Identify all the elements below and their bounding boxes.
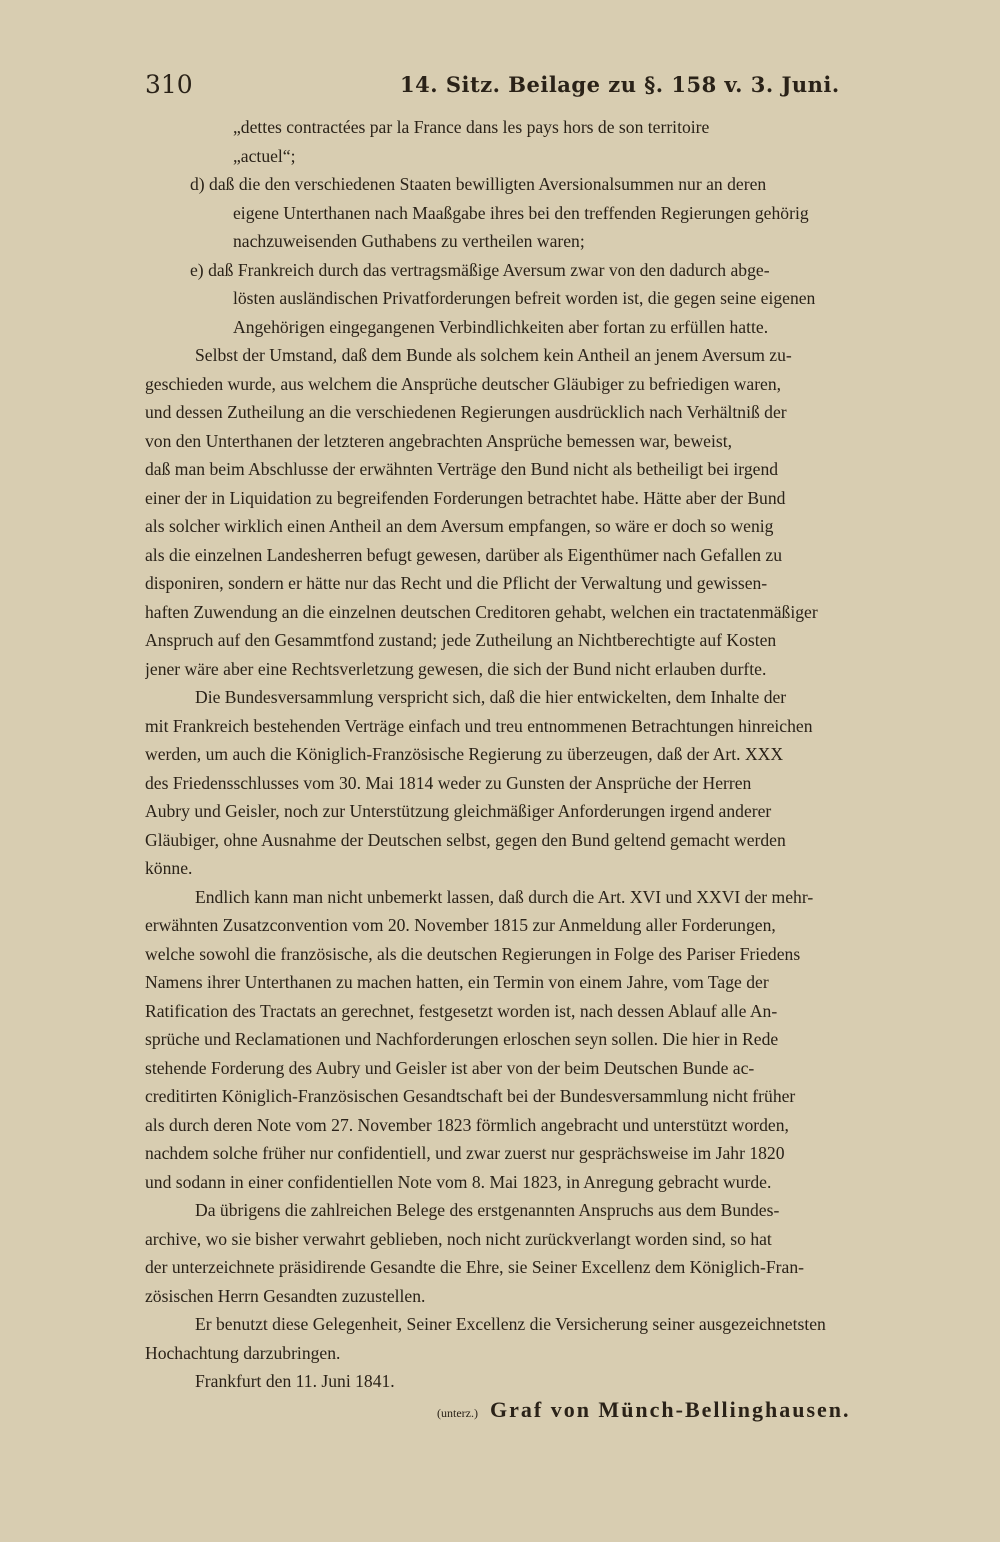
text-line: welche sowohl die französische, als die deutschen Regierungen in Folge des Pariser Friedens bbox=[145, 943, 801, 964]
text-line: archive, wo sie bisher verwahrt geblieben, noch nicht zurückverlangt worden sind, so hat bbox=[145, 1228, 772, 1249]
text-line: und sodann in einer confidentiellen Note vom 8. Mai 1823, in Anregung gebracht wurde. bbox=[145, 1171, 772, 1192]
text-line: nachdem solche früher nur confidentiell, und zwar zuerst nur gesprächsweise im Jahr 1820 bbox=[145, 1143, 785, 1163]
text-line: als die einzelnen Landesherren befugt gewesen, darüber als Eigenthümer nach Gefallen zu bbox=[145, 544, 783, 565]
page-header bbox=[145, 70, 935, 102]
text-line: geschieden wurde, aus welchem die Ansprüche deutscher Gläubiger zu befriedigen waren, bbox=[145, 373, 782, 394]
page-number: 310 bbox=[145, 70, 193, 99]
text-line: von den Unterthanen der letzteren angebrachten Ansprüche bemessen war, beweist, bbox=[145, 430, 732, 451]
text-line: und dessen Zutheilung an die verschiedenen Regierungen ausdrücklich nach Verhältniß der bbox=[145, 402, 787, 422]
text-line: lösten ausländischen Privatforderungen befreit worden ist, die gegen seine eigenen bbox=[233, 288, 816, 308]
list-item-e: e) daß Frankreich durch das vertragsmäßige Aversum zwar von den dadurch abge- bbox=[190, 259, 770, 280]
list-item-d: d) daß die den verschiedenen Staaten bewilligten Aversionalsummen nur an deren bbox=[190, 174, 767, 194]
signature-name: Graf von Münch-Bellinghausen. bbox=[489, 1397, 851, 1422]
signature bbox=[437, 1397, 937, 1423]
text-line: eigene Unterthanen nach Maaßgabe ihres bei den treffenden Regierungen gehörig bbox=[233, 202, 809, 223]
paragraph-start: Endlich kann man nicht unbemerkt lassen, daß durch die Art. XVI und XXVI der mehr- bbox=[195, 886, 814, 907]
text-line: disponiren, sondern er hätte nur das Recht und die Pflicht der Verwaltung und gewissen- bbox=[145, 573, 768, 593]
text-line: als durch deren Note vom 27. November 1823 förmlich angebracht und unterstützt worden, bbox=[145, 1114, 789, 1135]
text-line: creditirten Königlich-Französischen Gesandtschaft bei der Bundesversammlung nicht früher bbox=[145, 1086, 796, 1106]
text-line: Gläubiger, ohne Ausnahme der Deutschen selbst, gegen den Bund geltend gemacht werden bbox=[145, 829, 786, 850]
text-line: daß man beim Abschlusse der erwähnten Verträge den Bund nicht als betheiligt bei irgend bbox=[145, 459, 779, 479]
paragraph-start: Er benutzt diese Gelegenheit, Seiner Excellenz die Versicherung seiner ausgezeichnetsten bbox=[195, 1314, 826, 1334]
text-line: Aubry und Geisler, noch zur Unterstützung gleichmäßiger Anforderungen irgend anderer bbox=[145, 801, 772, 821]
text-line: des Friedensschlusses vom 30. Mai 1814 weder zu Gunsten der Ansprüche der Herren bbox=[145, 772, 752, 793]
paragraph-start: Selbst der Umstand, daß dem Bunde als solchem kein Antheil an jenem Aversum zu- bbox=[195, 345, 792, 365]
body-text bbox=[145, 113, 940, 1396]
paragraph-start: Die Bundesversammlung verspricht sich, daß die hier entwickelten, dem Inhalte der bbox=[195, 687, 787, 707]
text-line: sprüche und Reclamationen und Nachforderungen erloschen seyn sollen. Die hier in Rede bbox=[145, 1029, 779, 1049]
text-line: Namens ihrer Unterthanen zu machen hatten, ein Termin von einem Jahre, vom Tage der bbox=[145, 972, 769, 992]
date-line: Frankfurt den 11. Juni 1841. bbox=[195, 1371, 395, 1391]
text-line: Anspruch auf den Gesammtfond zustand; jede Zutheilung an Nichtberechtigte auf Kosten bbox=[145, 630, 777, 650]
text-line: mit Frankreich bestehenden Verträge einfach und treu entnommenen Betrachtungen hinreichen bbox=[145, 715, 813, 736]
text-line: „dettes contractées par la France dans les pays hors de son territoire bbox=[233, 117, 710, 137]
text-line: nachzuweisenden Guthabens zu vertheilen waren; bbox=[233, 231, 585, 251]
text-line: der unterzeichnete präsidirende Gesandte die Ehre, sie Seiner Excellenz dem Königlich-Fran- bbox=[145, 1257, 805, 1277]
signature-prefix: (unterz.) bbox=[437, 1405, 478, 1420]
text-line: könne. bbox=[145, 858, 193, 878]
text-line: zösischen Herrn Gesandten zuzustellen. bbox=[145, 1285, 426, 1306]
text-line: Ratification des Tractats an gerechnet, festgesetzt worden ist, nach dessen Ablauf alle An- bbox=[145, 1000, 778, 1021]
text-line: werden, um auch die Königlich-Französische Regierung zu überzeugen, daß der Art. XXX bbox=[145, 744, 784, 764]
text-line: haften Zuwendung an die einzelnen deutschen Creditoren gehabt, welchen ein tractatenmäßiger bbox=[145, 601, 818, 622]
running-head: 14. Sitz. Beilage zu §. 158 v. 3. Juni. bbox=[400, 72, 840, 97]
text-line: „actuel“; bbox=[233, 145, 296, 166]
text-line: einer der in Liquidation zu begreifenden Forderungen betrachtet habe. Hätte aber der Bund bbox=[145, 487, 786, 508]
paragraph-start: Da übrigens die zahlreichen Belege des erstgenannten Anspruchs aus dem Bundes- bbox=[195, 1200, 780, 1220]
text-line: erwähnten Zusatzconvention vom 20. November 1815 zur Anmeldung aller Forderungen, bbox=[145, 915, 776, 935]
text-line: jener wäre aber eine Rechtsverletzung gewesen, die sich der Bund nicht erlauben durfte. bbox=[145, 658, 767, 679]
text-line: Hochachtung darzubringen. bbox=[145, 1342, 341, 1363]
text-line: als solcher wirklich einen Antheil an dem Aversum empfangen, so wäre er doch so wenig bbox=[145, 516, 774, 536]
text-line: stehende Forderung des Aubry und Geisler ist aber von der beim Deutschen Bunde ac- bbox=[145, 1057, 755, 1078]
text-line: Angehörigen eingegangenen Verbindlichkeiten aber fortan zu erfüllen hatte. bbox=[233, 316, 769, 337]
